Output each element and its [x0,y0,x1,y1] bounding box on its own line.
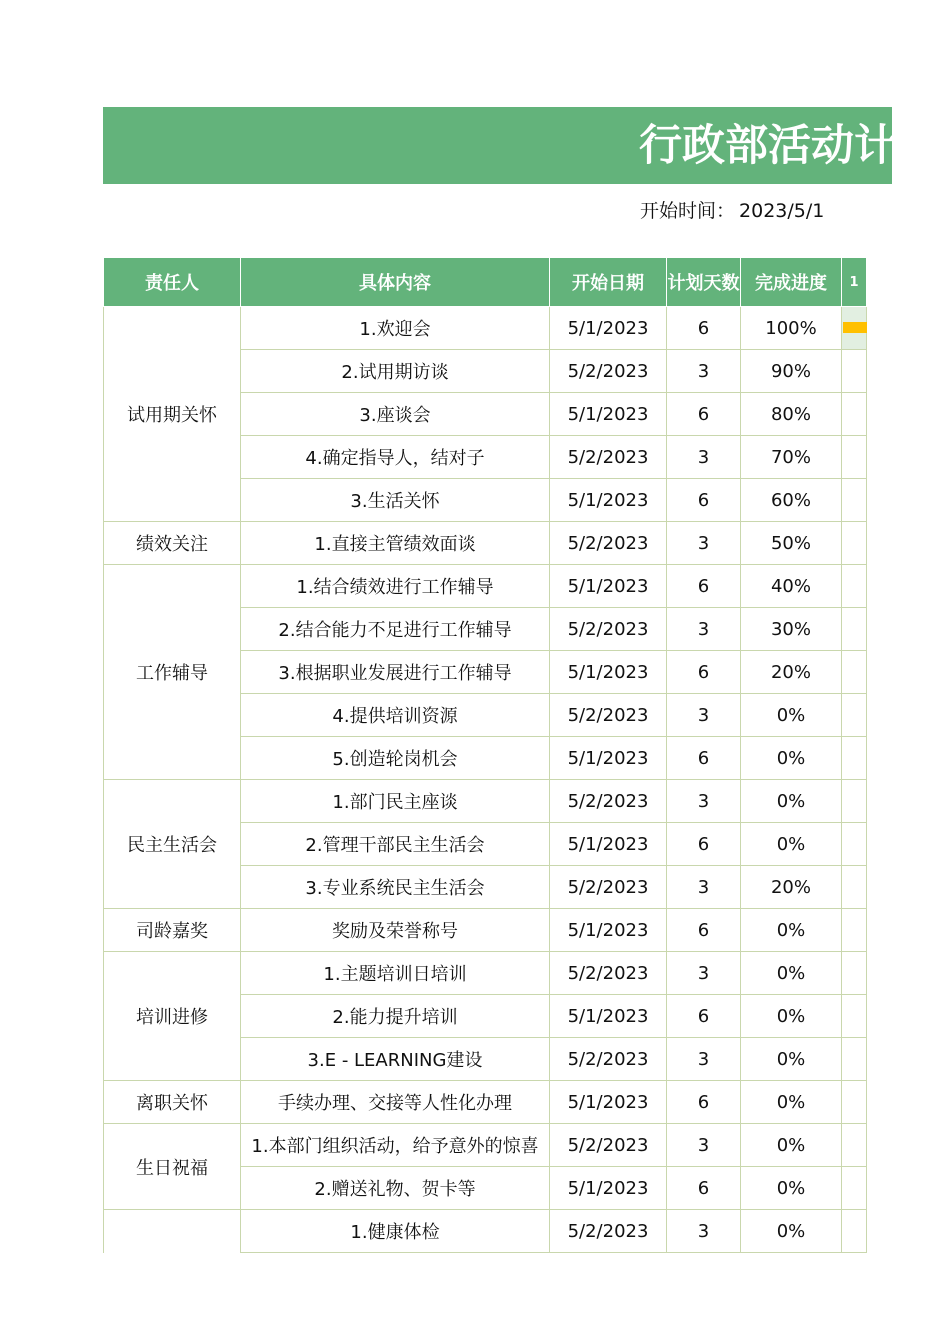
progress-cell[interactable]: 100% [741,307,842,350]
start-time-value: 2023/5/1 [739,200,825,222]
table-row [104,1124,867,1167]
table-row [104,780,867,823]
start-date-cell[interactable]: 5/2/2023 [550,1210,667,1253]
gantt-cell[interactable] [842,651,867,694]
planned-days-cell[interactable]: 3 [667,694,741,737]
planned-days-cell[interactable]: 6 [667,565,741,608]
table-row [104,307,867,350]
progress-cell[interactable]: 20% [741,866,842,909]
content-cell[interactable]: 3.专业系统民主生活会 [241,866,550,909]
start-date-cell[interactable]: 5/1/2023 [550,823,667,866]
owner-cell[interactable]: 司龄嘉奖 [104,909,241,952]
start-time-label: 开始时间： [640,200,736,222]
planned-days-cell[interactable]: 6 [667,1167,741,1210]
gantt-cell[interactable] [842,1167,867,1210]
progress-cell[interactable]: 80% [741,393,842,436]
owner-cell[interactable]: 生日祝福 [104,1124,241,1210]
gantt-cell[interactable] [842,608,867,651]
content-cell[interactable]: 奖励及荣誉称号 [241,909,550,952]
content-cell[interactable]: 手续办理、交接等人性化办理 [241,1081,550,1124]
planned-days-cell[interactable]: 6 [667,909,741,952]
start-date-cell[interactable]: 5/2/2023 [550,350,667,393]
progress-cell[interactable]: 0% [741,694,842,737]
start-date-cell[interactable]: 5/1/2023 [550,1167,667,1210]
header-gantt-day[interactable]: 1 [842,258,867,307]
progress-cell[interactable]: 0% [741,952,842,995]
gantt-cell[interactable] [842,350,867,393]
gantt-cell[interactable] [842,1081,867,1124]
content-cell[interactable]: 3.E - LEARNING建设 [241,1038,550,1081]
planned-days-cell[interactable]: 6 [667,393,741,436]
progress-cell[interactable]: 20% [741,651,842,694]
progress-cell[interactable]: 50% [741,522,842,565]
content-cell[interactable]: 2.管理干部民主生活会 [241,823,550,866]
content-cell[interactable]: 1.部门民主座谈 [241,780,550,823]
content-cell[interactable]: 4.提供培训资源 [241,694,550,737]
planned-days-cell[interactable]: 3 [667,866,741,909]
gantt-cell[interactable] [842,436,867,479]
content-cell[interactable]: 1.结合绩效进行工作辅导 [241,565,550,608]
planned-days-cell[interactable]: 6 [667,823,741,866]
planned-days-cell[interactable]: 6 [667,651,741,694]
start-date-cell[interactable]: 5/1/2023 [550,1081,667,1124]
start-date-cell[interactable]: 5/2/2023 [550,694,667,737]
planned-days-cell[interactable]: 3 [667,780,741,823]
start-date-cell[interactable]: 5/1/2023 [550,737,667,780]
content-cell[interactable]: 1.直接主管绩效面谈 [241,522,550,565]
planned-days-cell[interactable]: 3 [667,1210,741,1253]
table-header-row [104,258,867,307]
gantt-cell[interactable] [842,823,867,866]
progress-cell[interactable]: 0% [741,1038,842,1081]
planned-days-cell[interactable]: 6 [667,307,741,350]
progress-cell[interactable]: 0% [741,1124,842,1167]
content-cell[interactable]: 3.根据职业发展进行工作辅导 [241,651,550,694]
start-date-cell[interactable]: 5/1/2023 [550,995,667,1038]
content-cell[interactable]: 1.本部门组织活动，给予意外的惊喜 [241,1124,550,1167]
progress-cell[interactable]: 0% [741,1167,842,1210]
start-date-cell[interactable]: 5/2/2023 [550,780,667,823]
header-start-date[interactable]: 开始日期 [550,258,667,307]
start-date-cell[interactable]: 5/2/2023 [550,1124,667,1167]
header-planned-days[interactable]: 计划天数 [667,258,741,307]
table-row [104,952,867,995]
owner-cell[interactable]: 工作辅导 [104,565,241,780]
owner-cell[interactable] [104,1210,241,1253]
planned-days-cell[interactable]: 3 [667,1038,741,1081]
gantt-cell[interactable] [842,694,867,737]
gantt-cell[interactable] [842,780,867,823]
owner-cell[interactable]: 民主生活会 [104,780,241,909]
planned-days-cell[interactable]: 3 [667,522,741,565]
table-row [104,522,867,565]
gantt-cell[interactable] [842,909,867,952]
progress-cell[interactable]: 0% [741,995,842,1038]
gantt-cell[interactable] [842,995,867,1038]
content-cell[interactable]: 3.座谈会 [241,393,550,436]
owner-cell[interactable]: 培训进修 [104,952,241,1081]
header-progress[interactable]: 完成进度 [741,258,842,307]
planned-days-cell[interactable]: 6 [667,995,741,1038]
planned-days-cell[interactable]: 3 [667,350,741,393]
start-date-cell[interactable]: 5/2/2023 [550,608,667,651]
gantt-cell[interactable] [842,565,867,608]
page-title: 行政部活动计划 [639,121,940,171]
progress-cell[interactable]: 0% [741,823,842,866]
start-date-cell[interactable]: 5/1/2023 [550,393,667,436]
start-date-cell[interactable]: 5/2/2023 [550,952,667,995]
progress-cell[interactable]: 0% [741,1081,842,1124]
planned-days-cell[interactable]: 6 [667,1081,741,1124]
content-cell[interactable]: 1.欢迎会 [241,307,550,350]
table-row [104,1081,867,1124]
owner-cell[interactable]: 试用期关怀 [104,307,241,522]
planned-days-cell[interactable]: 6 [667,479,741,522]
start-time-row [640,198,824,224]
gantt-progress-bar [843,322,867,333]
content-cell[interactable]: 1.健康体检 [241,1210,550,1253]
content-cell[interactable]: 1.主题培训日培训 [241,952,550,995]
title-bar [103,107,940,184]
content-cell[interactable]: 2.能力提升培训 [241,995,550,1038]
start-date-cell[interactable]: 5/2/2023 [550,866,667,909]
content-cell[interactable]: 3.生活关怀 [241,479,550,522]
owner-cell[interactable]: 绩效关注 [104,522,241,565]
content-cell[interactable]: 2.赠送礼物、贺卡等 [241,1167,550,1210]
progress-cell[interactable]: 30% [741,608,842,651]
progress-cell[interactable]: 0% [741,737,842,780]
progress-cell[interactable]: 60% [741,479,842,522]
header-owner[interactable]: 责任人 [104,258,241,307]
table-row [104,1210,867,1253]
start-date-cell[interactable]: 5/1/2023 [550,565,667,608]
gantt-cell[interactable] [842,393,867,436]
content-cell[interactable]: 5.创造轮岗机会 [241,737,550,780]
planned-days-cell[interactable]: 6 [667,737,741,780]
progress-cell[interactable]: 0% [741,780,842,823]
start-date-cell[interactable]: 5/2/2023 [550,1038,667,1081]
gantt-cell[interactable] [842,307,867,350]
gantt-cell[interactable] [842,522,867,565]
content-cell[interactable]: 2.试用期访谈 [241,350,550,393]
start-date-cell[interactable]: 5/1/2023 [550,307,667,350]
progress-cell[interactable]: 40% [741,565,842,608]
start-date-cell[interactable]: 5/1/2023 [550,909,667,952]
planned-days-cell[interactable]: 3 [667,608,741,651]
start-date-cell[interactable]: 5/2/2023 [550,522,667,565]
progress-cell[interactable]: 0% [741,1210,842,1253]
table-row [104,909,867,952]
progress-cell[interactable]: 70% [741,436,842,479]
start-date-cell[interactable]: 5/1/2023 [550,651,667,694]
start-date-cell[interactable]: 5/2/2023 [550,436,667,479]
planned-days-cell[interactable]: 3 [667,1124,741,1167]
content-cell[interactable]: 4.确定指导人，结对子 [241,436,550,479]
gantt-cell[interactable] [842,1124,867,1167]
start-date-cell[interactable]: 5/1/2023 [550,479,667,522]
header-content[interactable]: 具体内容 [241,258,550,307]
progress-cell[interactable]: 90% [741,350,842,393]
content-cell[interactable]: 2.结合能力不足进行工作辅导 [241,608,550,651]
owner-cell[interactable]: 离职关怀 [104,1081,241,1124]
gantt-cell[interactable] [842,479,867,522]
activity-plan-table [103,257,867,1253]
gantt-cell[interactable] [842,866,867,909]
table-row [104,565,867,608]
progress-cell[interactable]: 0% [741,909,842,952]
planned-days-cell[interactable]: 3 [667,952,741,995]
planned-days-cell[interactable]: 3 [667,436,741,479]
gantt-cell[interactable] [842,1038,867,1081]
gantt-cell[interactable] [842,1210,867,1253]
gantt-cell[interactable] [842,737,867,780]
gantt-cell[interactable] [842,952,867,995]
